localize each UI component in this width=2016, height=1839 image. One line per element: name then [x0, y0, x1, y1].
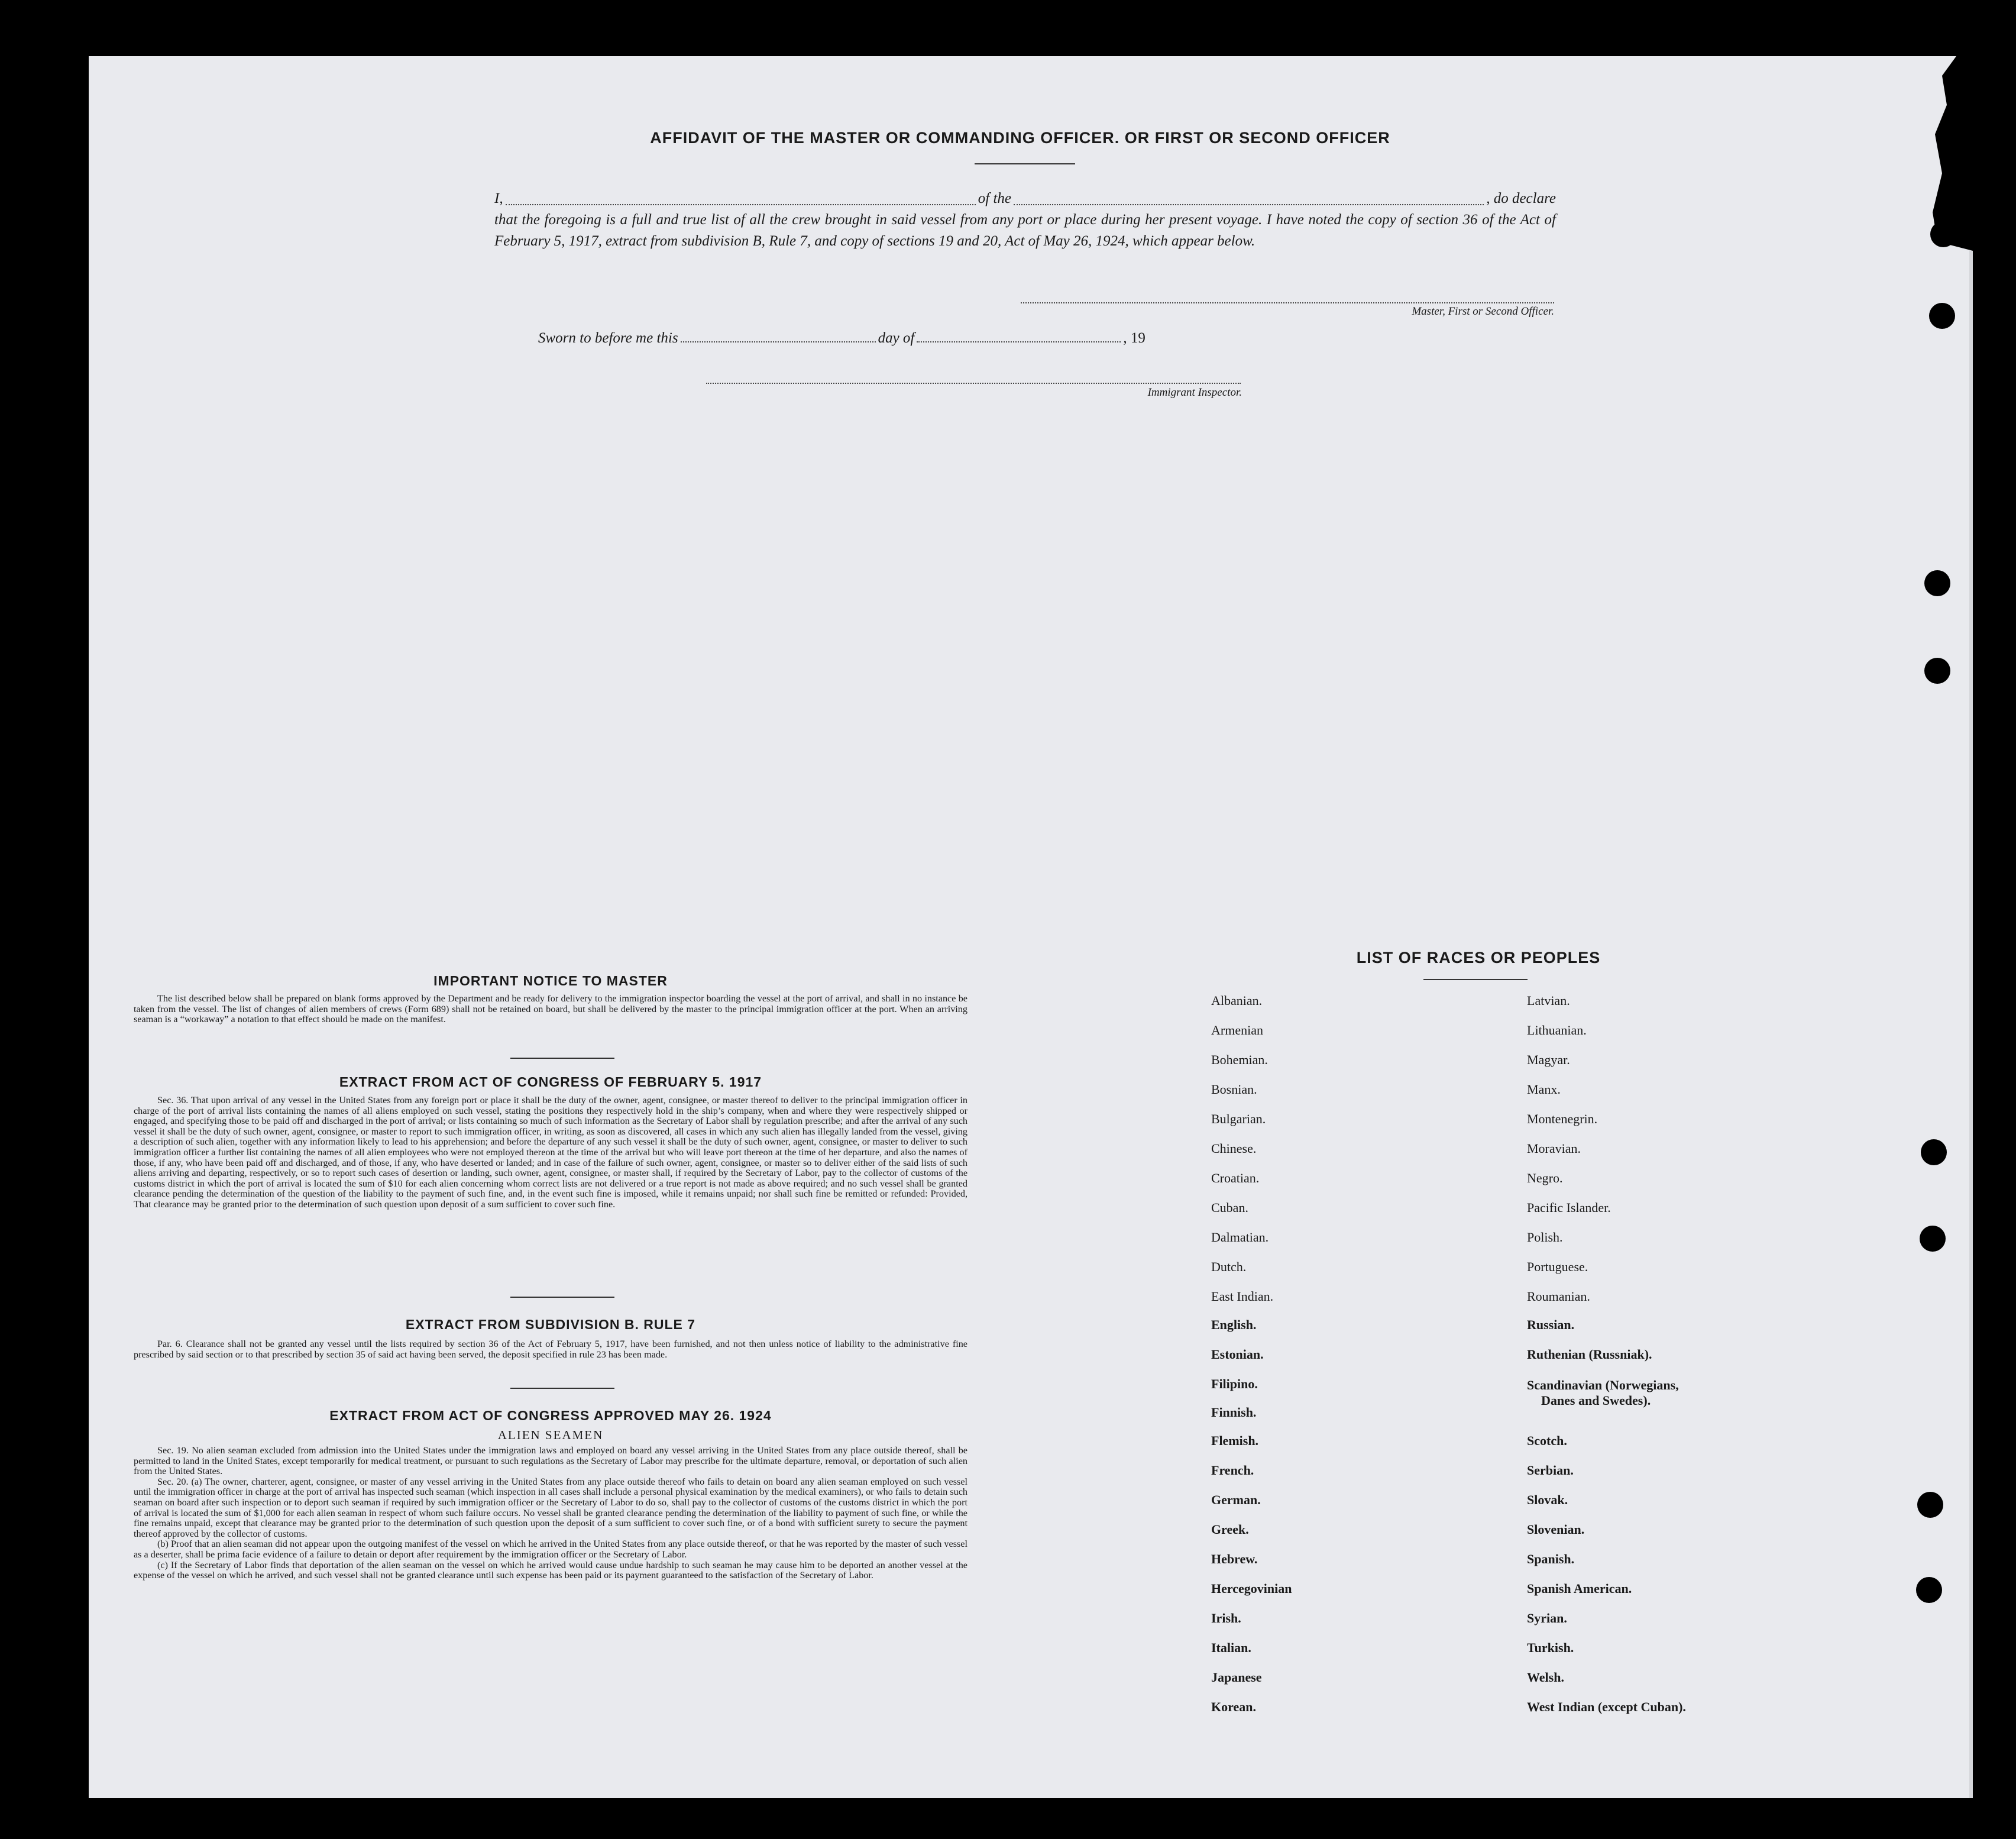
sworn-year: , 19: [1123, 330, 1145, 346]
name-field[interactable]: [506, 204, 976, 205]
notice-text: [134, 994, 967, 1025]
sworn-statement: [538, 330, 1200, 347]
race-item-right: Spanish.: [1527, 1552, 1575, 1566]
race-item-right: Spanish American.: [1527, 1581, 1632, 1596]
section-divider: [510, 1297, 614, 1298]
race-item-right: Manx.: [1527, 1082, 1561, 1097]
punch-hole-icon: [1924, 658, 1950, 684]
race-item-left: German.: [1211, 1492, 1261, 1507]
punch-hole-icon: [1924, 570, 1950, 596]
race-item-left: Finnish.: [1211, 1405, 1257, 1420]
affidavit-i: I,: [494, 190, 503, 206]
race-item-right: Magyar.: [1527, 1052, 1570, 1067]
race-item-right: Scandinavian (Norwegians,: [1527, 1378, 1679, 1392]
section-divider: [510, 1388, 614, 1389]
race-item-left: Bulgarian.: [1211, 1111, 1266, 1126]
sworn-month-field[interactable]: [917, 341, 1121, 342]
subdivision-b-text: [134, 1339, 967, 1360]
affidavit-title: AFFIDAVIT OF THE MASTER OR COMMANDING OFFICER. OR FIRST OR SECOND OFFICER: [650, 129, 1390, 147]
race-item-left: Albanian.: [1211, 993, 1263, 1008]
race-item-right: Lithuanian.: [1527, 1023, 1587, 1038]
vessel-field[interactable]: [1014, 204, 1484, 205]
sworn-start: Sworn to before me this: [538, 330, 678, 346]
inspector-signature-line[interactable]: [706, 383, 1241, 384]
race-item-left: Greek.: [1211, 1522, 1249, 1537]
affidavit-do-declare: , do declare: [1486, 190, 1556, 206]
race-item-left: Dalmatian.: [1211, 1230, 1269, 1245]
race-item-left: Chinese.: [1211, 1141, 1257, 1156]
alien-seamen-subheading: ALIEN SEAMEN: [497, 1428, 604, 1442]
race-item-right: Pacific Islander.: [1527, 1200, 1611, 1215]
race-item-left: Hebrew.: [1211, 1552, 1258, 1566]
race-item-left: Croatian.: [1211, 1171, 1260, 1185]
signature-line[interactable]: [1021, 302, 1554, 303]
signature-label: Master, First or Second Officer.: [1412, 305, 1554, 318]
race-item-right: Syrian.: [1527, 1611, 1567, 1625]
extract-1917-text: [134, 1095, 967, 1210]
races-divider: [1423, 979, 1528, 980]
race-item-left: Korean.: [1211, 1699, 1256, 1714]
race-item-left: Irish.: [1211, 1611, 1241, 1625]
sworn-day-field[interactable]: [681, 341, 876, 342]
race-item-right: Slovak.: [1527, 1492, 1568, 1507]
race-item-left: Hercegovinian: [1211, 1581, 1292, 1596]
race-item-right: Polish.: [1527, 1230, 1563, 1245]
race-item-left: Dutch.: [1211, 1259, 1247, 1274]
race-item-right: Scotch.: [1527, 1433, 1567, 1448]
race-item-right: Serbian.: [1527, 1463, 1574, 1478]
race-item-right: Negro.: [1527, 1171, 1563, 1185]
race-item-left: Bosnian.: [1211, 1082, 1257, 1097]
sec-20c-paragraph: (c) If the Secretary of Labor finds that deportation of the alien seaman on the vessel on which he arrived would cause undue hardship to such seaman he may cause him to be deported an another vessel at the expense of the vessel on which he arrived, and such vessel shall not be granted clearance until such expense has been paid or its payment guaranteed to the satisfaction of the Secretary of Labor.: [134, 1559, 967, 1581]
punch-hole-icon: [1917, 1492, 1943, 1518]
race-item-left: Cuban.: [1211, 1200, 1248, 1215]
race-item-left: English.: [1211, 1317, 1257, 1332]
punch-hole-icon: [1930, 221, 1956, 247]
sec-19-paragraph: Sec. 19. No alien seaman excluded from admission into the United States under the immigration laws and employed on board any vessel arriving in the United States from any place outside thereof, shall be permitted to land in the United States, except temporarily for medical treatment, or pursuant to such regulations as the Secretary of Labor may prescribe for the ultimate departure, removal, or deportation of such alien from the United States.: [134, 1445, 967, 1477]
affidavit-of-the: of the: [978, 190, 1012, 206]
race-item-left: Flemish.: [1211, 1433, 1259, 1448]
notice-paragraph: The list described below shall be prepared on blank forms approved by the Department and be ready for delivery to the immigration inspector boarding the vessel at the port of arrival, and shall in no instance be taken from the vessel. The list of changes of alien members of crews (Form 689) shall not be retained on board, but shall be delivered by the master to the principal immigration officer at the port. When an arriving seaman is a “workaway” a notation to that effect should be made on the manifest.: [134, 993, 967, 1025]
sec-20a-paragraph: Sec. 20. (a) The owner, charterer, agent, consignee, or master of any vessel arriving in the United States from any place outside thereof who fails to detain on board any alien seaman employed on such vessel until the immigration officer in charge at the port of arrival has inspected such seaman (which inspection in all cases shall include a personal physical examination by the medical examiners), or who fails to detain such seaman on board after such inspection or to deport such seaman if required by such immigration officer or the Secretary of Labor to do so, shall pay to the collector of customs of the customs district in which the port of arrival is located the sum of $1,000 for each alien seaman in respect of whom such failure occurs. No vessel shall be granted clearance pending the determination of the liability to payment of such fine, or while the fine remains unpaid, except that clearance may be granted prior to the determination of such question upon the deposit of a sum sufficient to cover such fine, or of a bond with sufficient surety to secure the payment thereof approved by the collector of customs.: [134, 1476, 967, 1539]
race-item-right: Montenegrin.: [1527, 1111, 1598, 1126]
inspector-label: Immigrant Inspector.: [1147, 386, 1242, 399]
notice-heading: IMPORTANT NOTICE TO MASTER: [433, 973, 668, 988]
race-item-left: Japanese: [1211, 1670, 1262, 1685]
race-item-right: Moravian.: [1527, 1141, 1581, 1156]
extract-1917-heading: EXTRACT FROM ACT OF CONGRESS OF FEBRUARY 5. 1917: [339, 1074, 762, 1090]
affidavit-declaration: [494, 188, 1556, 252]
race-item-right: Russian.: [1527, 1317, 1575, 1332]
title-divider: [975, 163, 1075, 164]
race-item-left: Armenian: [1211, 1023, 1263, 1038]
punch-hole-icon: [1929, 303, 1955, 329]
race-item-right: Slovenian.: [1527, 1522, 1585, 1537]
affidavit-body: that the foregoing is a full and true list of all the crew brought in said vessel from any port or place during her present voyage. I have noted the copy of section 36 of the Act of February 5, 1917, extract from subdivision B, Rule 7, and copy of sections 19 and 20, Act of May 26, 1924, which appear below.: [494, 212, 1556, 249]
par-6-paragraph: Par. 6. Clearance shall not be granted any vessel until the lists required by section 36 of the Act of February 5, 1917, have been furnished, and not then unless notice of liability to the administrative fine prescribed by said section or to that prescribed by section 35 of said act having been served, the deposit specified in rule 23 has been made.: [134, 1339, 967, 1360]
sec-20b-paragraph: (b) Proof that an alien seaman did not appear upon the outgoing manifest of the vessel on which he arrived in the United States from any place outside thereof, or that he was reported by the master of such vessel as a deserter, shall be prima facie evidence of a failure to detain or deport after requirement by the immigration officer or the Secretary of Labor.: [134, 1539, 967, 1560]
punch-hole-icon: [1916, 1577, 1942, 1603]
race-item-left: Filipino.: [1211, 1376, 1258, 1391]
race-item-right: Danes and Swedes).: [1541, 1393, 1651, 1408]
race-item-right: Ruthenian (Russniak).: [1527, 1347, 1652, 1362]
extract-1924-heading: EXTRACT FROM ACT OF CONGRESS APPROVED MAY 26. 1924: [329, 1408, 772, 1423]
race-item-right: West Indian (except Cuban).: [1527, 1699, 1686, 1714]
race-item-right: Welsh.: [1527, 1670, 1564, 1685]
sec-36-paragraph: Sec. 36. That upon arrival of any vessel in the United States from any foreign port or place it shall be the duty of the owner, agent, consignee, or master thereof to deliver to the principal immigration officer in charge of the port of arrival lists containing the names of all aliens employed on such vessel, stating the positions they respectively hold in the ship’s company, when and where they were respectively shipped or engaged, and specifying those to be paid off and discharged in the port of arrival; or lists containing so much of such information as the Secretary of Labor shall by regulation prescribe; and after the arrival of any such vessel it shall be the duty of such owner, agent, consignee, or master to report to such immigration officer, in writing, as soon as discovered, all cases in which any such alien has illegally landed from the vessel, giving a description of such alien, together with any information likely to lead to his apprehension; and before the departure of any such vessel it shall be the duty of such owner, agent, consignee, or master to deliver to such immigration officer a further list containing the names of all alien employees who were not employed thereon at the time of the arrival but who will leave port thereon at the time of her departure, and also the names of those, if any, who have been paid off and discharged, and of those, if any, who have deserted or landed; and in case of the failure of such owner, agent, consignee, or master so to deliver either of the said lists of such aliens arriving and departing, respectively, or so to report such cases of desertion or landing, such owner, agent, consignee, or master shall, if required by the Secretary of Labor, pay to the collector of customs of the customs district in which the port of arrival is located the sum of $10 for each alien concerning whom correct lists are not delivered or a true report is not made as above required; and no such vessel shall be granted clearance pending the determination of the question of the liability to the payment of such fine, and, in the event such fine is imposed, while it remains unpaid; nor shall such fine be remitted or refunded: Provided, That clearance may be granted prior to the determination of such question upon deposit of a sum sufficient to cover such fine.: [134, 1095, 967, 1210]
subdivision-b-heading: EXTRACT FROM SUBDIVISION B. RULE 7: [405, 1317, 696, 1332]
race-item-right: Latvian.: [1527, 993, 1570, 1008]
race-item-left: Estonian.: [1211, 1347, 1264, 1362]
race-item-left: Italian.: [1211, 1640, 1251, 1655]
race-item-left: French.: [1211, 1463, 1254, 1478]
extract-1924-text: [134, 1446, 967, 1581]
punch-hole-icon: [1920, 1226, 1946, 1252]
race-item-right: Roumanian.: [1527, 1289, 1590, 1304]
race-item-left: East Indian.: [1211, 1289, 1274, 1304]
section-divider: [510, 1058, 614, 1059]
race-item-left: Bohemian.: [1211, 1052, 1268, 1067]
race-item-right: Portuguese.: [1527, 1259, 1588, 1274]
race-item-right: Turkish.: [1527, 1640, 1574, 1655]
punch-hole-icon: [1921, 1139, 1947, 1165]
races-heading: LIST OF RACES OR PEOPLES: [1356, 949, 1601, 967]
sworn-mid: day of: [878, 330, 915, 346]
